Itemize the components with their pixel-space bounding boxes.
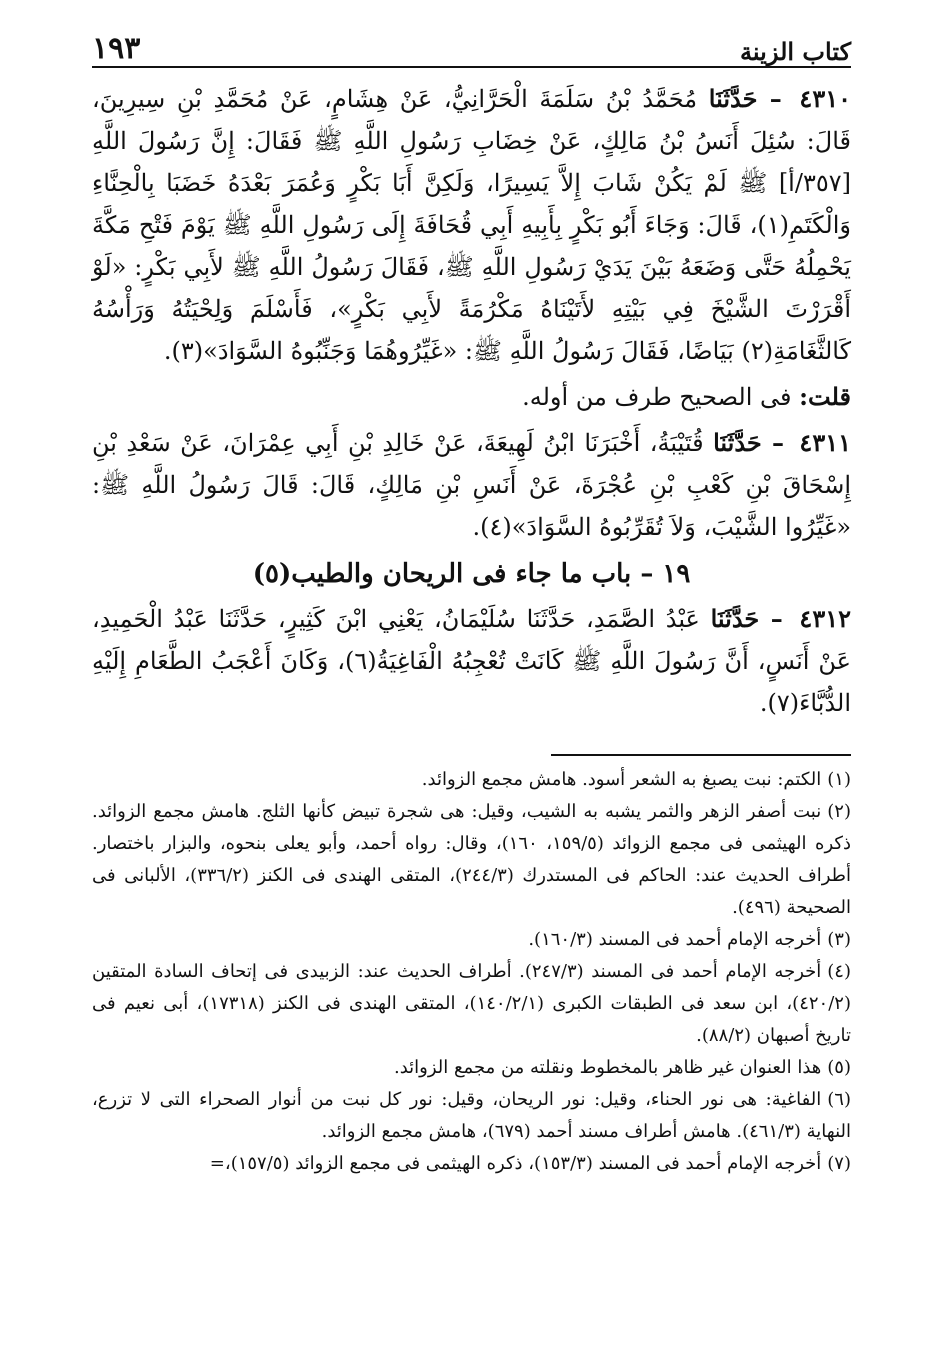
running-header: [92, 22, 851, 68]
chapter-heading: ١٩ – باب ما جاء فى الريحان والطيب(٥): [252, 559, 691, 589]
hadith-4311: [92, 422, 851, 548]
hadith-number: ٤٣١٠: [799, 84, 851, 113]
footnotes: [92, 764, 851, 1180]
footnote-2: [92, 796, 851, 924]
footnote-label: (١): [827, 769, 851, 790]
footnote-separator: [551, 754, 851, 756]
footnote-1: [92, 764, 851, 796]
footnote-4: [92, 956, 851, 1052]
footnote-6: [92, 1084, 851, 1148]
footnote-text: أخرجه الإمام أحمد فى المسند (١٥٣/٣)، ذكره الهيثمى فى مجمع الزوائد (١٥٧/٥)،=: [209, 1153, 822, 1174]
hadith-number: ٤٣١١: [799, 428, 851, 457]
hadith-lead: – حَدَّثَنَا: [710, 604, 783, 633]
qult-note: [92, 376, 851, 418]
footnote-label: (٢): [827, 801, 851, 822]
page-number: ١٩٣: [92, 31, 141, 66]
footnote-label: (٧): [827, 1153, 851, 1174]
hadith-4310: [92, 78, 851, 372]
hadith-lead: – حَدَّثَنَا: [713, 428, 784, 457]
footnote-3: [92, 924, 851, 956]
footnote-text: أخرجه الإمام أحمد فى المسند (٢٤٧/٣). أطراف الحديث عند: الزبيدى فى إتحاف السادة المتقين (٤٢٠/٢)، ابن سعد فى الطبقات الكبرى (١٤٠/٢/١)، المتقى الهندى فى الكنز (١٧٣١٨)، أبى نعيم فى تاريخ أصبهان (٨٨/٢).: [92, 961, 851, 1046]
footnote-text: أخرجه الإمام أحمد فى المسند (١٦٠/٣).: [528, 929, 822, 950]
hadith-4312: [92, 598, 851, 724]
footnote-label: (٥): [827, 1057, 851, 1078]
hadith-text: مُحَمَّدُ بْنُ سَلَمَةَ الْحَرَّانِيُّ، عَنْ هِشَامٍ، عَنْ مُحَمَّدِ بْنِ سِيرِينَ، قَالَ: سُئِلَ أَنَسُ بْنُ مَالِكٍ، عَنْ خِضَابِ رَسُولِ اللَّهِ ﷺ فَقَالَ: إِنَّ رَسُولَ اللَّهِ [٣٥٧/أ] ﷺ لَمْ يَكُنْ شَابَ إِلاَّ يَسِيرًا، وَلَكِنَّ أَبَا بَكْرٍ وَعُمَرَ بَعْدَهُ خَضَبَا بِالْحِنَّاءِ وَالْكَتَمِ(١)، قَالَ: وَجَاءَ أَبُو بَكْرٍ بِأَبِيهِ أَبِي قُحَافَةَ إِلَى رَسُولِ اللَّهِ ﷺ يَوْمَ فَتْحِ مَكَّةَ يَحْمِلُهُ حَتَّى وَضَعَهُ بَيْنَ يَدَيْ رَسُولِ اللَّهِ ﷺ، فَقَالَ رَسُولُ اللَّهِ ﷺ لأَبِي بَكْرٍ: «لَوْ أَقْرَرْتَ الشَّيْخَ فِي بَيْتِهِ لأَتَيْنَاهُ مَكْرُمَةً لأَبِي بَكْرٍ»، فَأَسْلَمَ وَلِحْيَتُهُ وَرَأْسُهُ كَالثَّغَامَةِ(٢) بَيَاضًا، فَقَالَ رَسُولُ اللَّهِ ﷺ: «غَيِّرُوهُمَا وَجَنِّبُوهُ السَّوَادَ»(٣).: [92, 85, 851, 365]
qult-text: فى الصحيح طرف من أوله.: [522, 383, 792, 411]
footnote-text: الفاغية: هى نور الحناء، وقيل: نور الريحان، وقيل: نور كل نبت من أنوار الصحراء التى لا تزرع، النهاية (٤٦١/٣). هامش أطراف مسند أحمد (٦٧٩)، هامش مجمع الزوائد.: [92, 1089, 851, 1142]
footnote-text: هذا العنوان غير ظاهر بالمخطوط ونقلته من مجمع الزوائد.: [393, 1057, 822, 1078]
footnote-label: (٣): [827, 929, 851, 950]
book-title: كتاب الزينة: [740, 37, 851, 66]
footnote-7: [92, 1148, 851, 1180]
hadith-text: قُتَيْبَةُ، أَخْبَرَنَا ابْنُ لَهِيعَةَ، عَنْ خَالِدِ بْنِ أَبِي عِمْرَانَ، عَنْ سَعْدِ بْنِ إِسْحَاقَ بْنِ كَعْبِ بْنِ عُجْرَةَ، عَنْ أَنَسِ بْنِ مَالِكٍ، قَالَ: قَالَ رَسُولُ اللَّهِ ﷺ: «غَيِّرُوا الشَّيْبَ، وَلاَ تُقَرِّبُوهُ السَّوَادَ»(٤).: [92, 429, 851, 541]
footnote-label: (٦): [827, 1089, 851, 1110]
footnote-5: [92, 1052, 851, 1084]
footnote-label: (٤): [827, 961, 851, 982]
qult-lead: قلت:: [799, 382, 851, 411]
footnote-text: نبت أصفر الزهر والثمر يشبه به الشيب، وقيل: هى شجرة تبيض كأنها الثلج. هامش مجمع الزوائد. ذكره الهيثمى فى مجمع الزوائد (١٥٩/٥، ١٦٠)، وقال: رواه أحمد، وأبو يعلى بنحوه، والبزار باختصار. أطراف الحديث عند: الحاكم فى المستدرك (٢٤٤/٣)، المتقى الهندى فى الكنز (٣٣٦/٢)، الألبانى فى الصحيحة (٤٩٦).: [92, 801, 852, 918]
hadith-text: عَبْدُ الصَّمَدِ، حَدَّثَنَا سُلَيْمَانُ، يَعْنِي ابْنَ كَثِيرٍ، حَدَّثَنَا عَبْدُ الْحَمِيدِ، عَنْ أَنَسٍ، أَنَّ رَسُولَ اللَّهِ ﷺ كَانَتْ تُعْجِبُهُ الْفَاغِيَةُ(٦)، وَكَانَ أَعْجَبُ الطَّعَامِ إِلَيْهِ الدُّبَّاءَ(٧).: [92, 605, 851, 717]
hadith-number: ٤٣١٢: [799, 604, 851, 633]
hadith-lead: – حَدَّثَنَا: [708, 84, 782, 113]
footnote-text: الكتم: نبت يصبغ به الشعر أسود. هامش مجمع الزوائد.: [421, 769, 822, 790]
